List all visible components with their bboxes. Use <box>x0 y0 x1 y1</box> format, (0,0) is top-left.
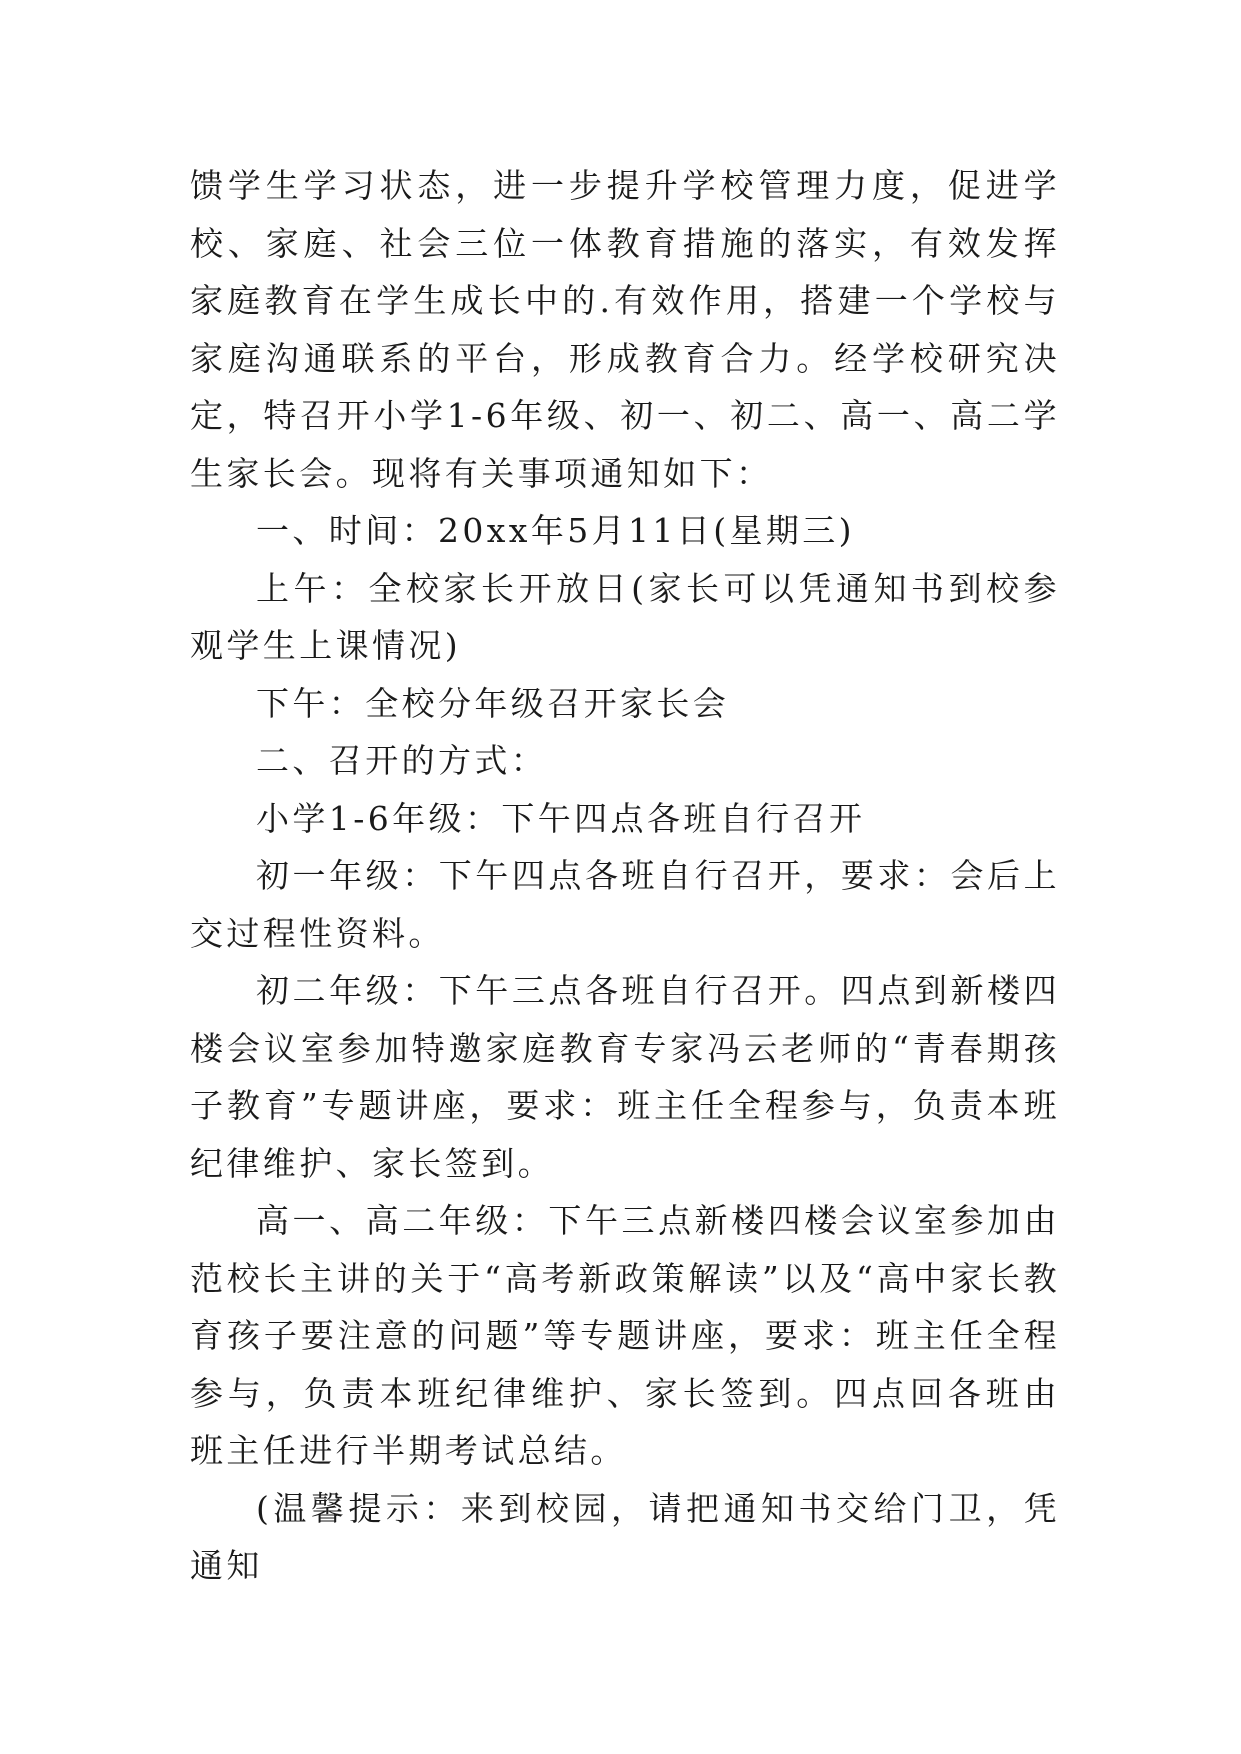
paragraph-morning: 上午：全校家长开放日(家长可以凭通知书到校参观学生上课情况) <box>190 568 1060 665</box>
paragraph-grade-10-11: 高一、高二年级：下午三点新楼四楼会议室参加由范校长主讲的关于“高考新政策解读”以及“高中家长教育孩子要注意的问题”等专题讲座，要求：班主任全程参与，负责本班纪律维护、家长签到。四点回各班由班主任进行半期考试总结。 <box>190 1201 1060 1470</box>
paragraph-grade-7: 初一年级：下午四点各班自行召开，要求：会后上交过程性资料。 <box>190 856 1060 953</box>
paragraph-reminder: (温馨提示：来到校园，请把通知书交给门卫，凭通知 <box>190 1488 1060 1585</box>
paragraph-afternoon: 下午：全校分年级召开家长会 <box>256 683 730 723</box>
paragraph-primary-grades: 小学1-6年级：下午四点各班自行召开 <box>256 798 866 838</box>
paragraph-method-heading: 二、召开的方式： <box>256 741 548 780</box>
paragraph-intro: 馈学生学习状态，进一步提升学校管理力度，促进学校、家庭、社会三位一体教育措施的落实，有效发挥家庭教育在学生成长中的.有效作用，搭建一个学校与家庭沟通联系的平台，形成教育合力。经学校研究决定，特召开小学1-6年级、初一、初二、高一、高二学生家长会。现将有关事项通知如下： <box>190 166 1060 493</box>
paragraph-grade-8: 初二年级：下午三点各班自行召开。四点到新楼四楼会议室参加特邀家庭教育专家冯云老师的“青春期孩子教育”专题讲座，要求：班主任全程参与，负责本班纪律维护、家长签到。 <box>190 971 1060 1183</box>
document-body <box>190 157 1060 1595</box>
paragraph-time: 一、时间：20xx年5月11日(星期三) <box>256 511 855 550</box>
